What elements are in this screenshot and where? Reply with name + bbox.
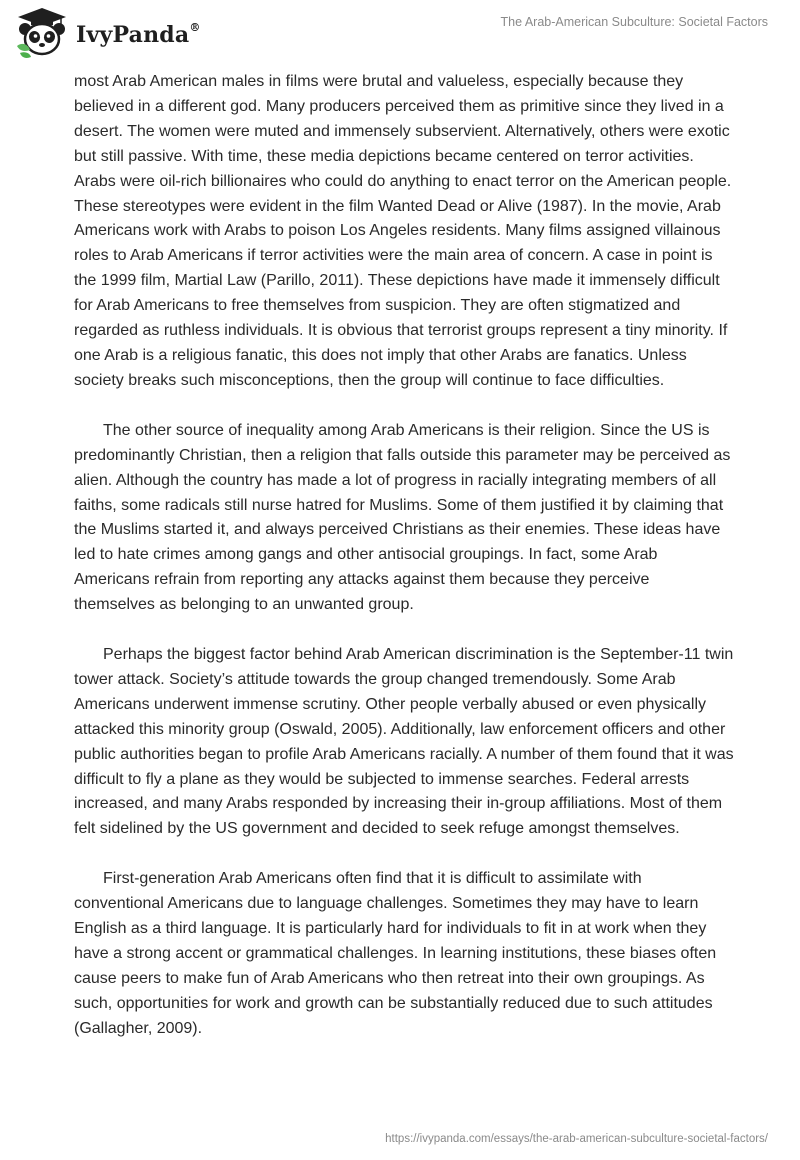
panda-graduation-icon	[14, 6, 70, 60]
registered-mark: ®	[189, 20, 201, 34]
essay-paragraph: most Arab American males in films were brutal and valueless, especially because they believed in a different god. Many producers perceived them as primitive since they lived in a desert. The women were muted and immensely subservient. Alternatively, others were exotic but still passive. With time, these media depictions became centered on terror activities. Arabs were oil-rich billionaires who could do anything to enact terror on the American people. These stereotypes were evident in the film Wanted Dead or Alive (1987). In the movie, Arab Americans work with Arabs to poison Los Angeles residents. Many films assigned villainous roles to Arab Americans if terror activities were the main area of concern. A case in point is the 1999 film, Martial Law (Parillo, 2011). These depictions have made it immensely difficult for Arab Americans to free themselves from suspicion. They are often stigmatized and regarded as ruthless individuals. It is obvious that terrorist groups represent a tiny minority. If one Arab is a religious fanatic, this does not imply that other Arabs are fanatics. Unless society breaks such misconceptions, then the group will continue to face difficulties.	[74, 73, 732, 389]
source-url[interactable]: https://ivypanda.com/essays/the-arab-american-subculture-societal-factors/	[385, 1133, 768, 1145]
essay-paragraph: The other source of inequality among Arab Americans is their religion. Since the US is predominantly Christian, then a religion that falls outside this parameter may be perceived as alien. Although the country has made a lot of progress in racially integrating members of all faiths, some radicals still nurse hatred for Muslims. Some of them justified it by claiming that the Muslims started it, and always perceived Christians as their enemies. These ideas have led to hate crimes among gangs and other antisocial groupings. In fact, some Arab Americans refrain from reporting any attacks against them because they perceive themselves as belonging to an unwanted group.	[74, 421, 731, 614]
essay-paragraph: First-generation Arab Americans often find that it is difficult to assimilate with conventional Americans due to language challenges. Sometimes they may have to learn English as a third language. It is particularly hard for individuals to fit in at work when they have a strong accent or grammatical challenges. In learning institutions, these biases often cause peers to make fun of Arab Americans who then retreat into their own groupings. As such, opportunities for work and growth can be substantially reduced due to such attitudes (Gallagher, 2009).	[74, 870, 717, 1037]
essay-body	[74, 70, 734, 1067]
page-header	[0, 0, 800, 70]
essay-paragraph: Perhaps the biggest factor behind Arab American discrimination is the September-11 twin tower attack. Society’s attitude towards the group changed tremendously. Some Arab Americans underwent immense scrutiny. Other people verbally abused or even physically attacked this minority group (Oswald, 2005). Additionally, law enforcement officers and other public authorities began to profile Arab Americans racially. A number of them found that it was difficult to fly a plane as they would be subjected to immense searches. Federal arrests increased, and many Arabs responded by increasing their in-group affiliations. Most of them felt sidelined by the US government and decided to seek refuge amongst themselves.	[74, 646, 734, 838]
ivypanda-logo[interactable]	[14, 6, 201, 60]
document-title: The Arab-American Subculture: Societal Factors	[500, 15, 768, 29]
logo-wordmark	[76, 22, 201, 48]
logo-name: IvyPanda	[76, 22, 190, 48]
